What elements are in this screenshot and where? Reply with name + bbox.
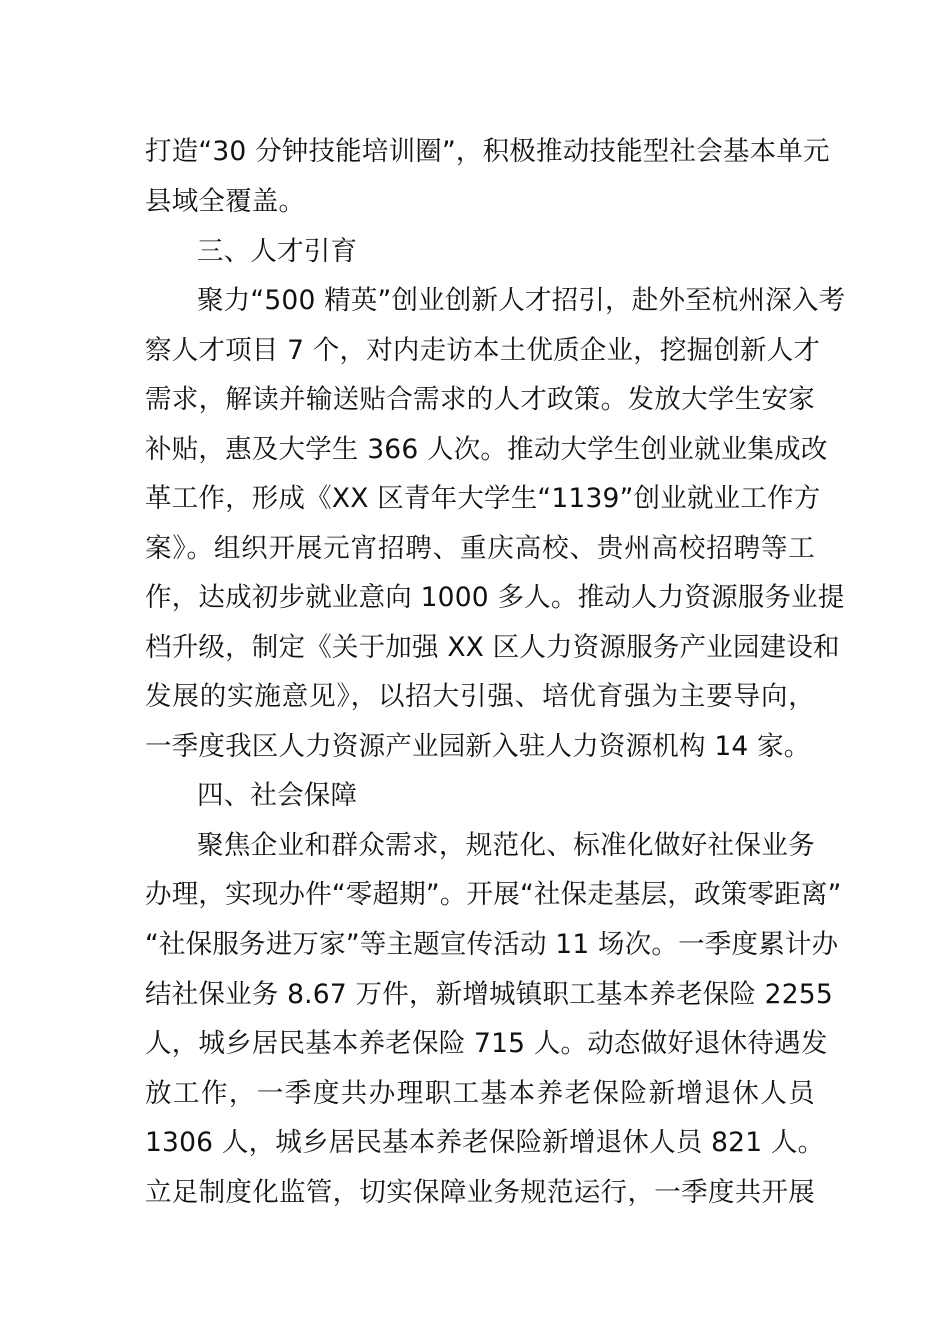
paragraph-line: 一季度我区人力资源产业园新入驻人力资源机构 14 家。 bbox=[145, 731, 811, 762]
paragraph-line: 发展的实施意见》，以招大引强、培优育强为主要导向， bbox=[145, 681, 815, 712]
paragraph-line: 需求，解读并输送贴合需求的人才政策。发放大学生安家 bbox=[145, 384, 815, 415]
section-heading-social-security: 四、社会保障 bbox=[197, 780, 358, 811]
paragraph-line: 县域全覆盖。 bbox=[145, 186, 306, 217]
paragraph-line: 结社保业务 8.67 万件，新增城镇职工基本养老保险 2255 bbox=[145, 979, 833, 1010]
paragraph-line: 立足制度化监管，切实保障业务规范运行，一季度共开展 bbox=[145, 1177, 815, 1208]
paragraph-line: 人，城乡居民基本养老保险 715 人。动态做好退休待遇发 bbox=[145, 1028, 828, 1059]
paragraph-line: 作，达成初步就业意向 1000 多人。推动人力资源服务业提 bbox=[145, 582, 845, 613]
paragraph-line: 1306 人，城乡居民基本养老保险新增退休人员 821 人。 bbox=[145, 1127, 825, 1158]
paragraph-line: 放工作，一季度共办理职工基本养老保险新增退休人员 bbox=[145, 1078, 815, 1109]
paragraph-line: 补贴，惠及大学生 366 人次。推动大学生创业就业集成改 bbox=[145, 434, 828, 465]
paragraph-line: “社保服务进万家”等主题宣传活动 11 场次。一季度累计办 bbox=[145, 929, 839, 960]
paragraph-line: 革工作，形成《XX 区青年大学生“1139”创业就业工作方 bbox=[145, 483, 821, 514]
section-heading-talent: 三、人才引育 bbox=[197, 236, 358, 267]
paragraph-line: 案》。组织开展元宵招聘、重庆高校、贵州高校招聘等工 bbox=[145, 533, 815, 564]
paragraph-line: 打造“30 分钟技能培训圈”，积极推动技能型社会基本单元 bbox=[145, 136, 830, 167]
paragraph-line: 聚焦企业和群众需求，规范化、标准化做好社保业务 bbox=[197, 830, 815, 861]
paragraph-line: 聚力“500 精英”创业创新人才招引，赴外至杭州深入考 bbox=[197, 285, 846, 316]
paragraph-line: 察人才项目 7 个，对内走访本土优质企业，挖掘创新人才 bbox=[145, 335, 821, 366]
paragraph-line: 档升级，制定《关于加强 XX 区人力资源服务产业园建设和 bbox=[145, 632, 840, 663]
paragraph-line: 办理，实现办件“零超期”。开展“社保走基层，政策零距离” bbox=[145, 879, 842, 910]
